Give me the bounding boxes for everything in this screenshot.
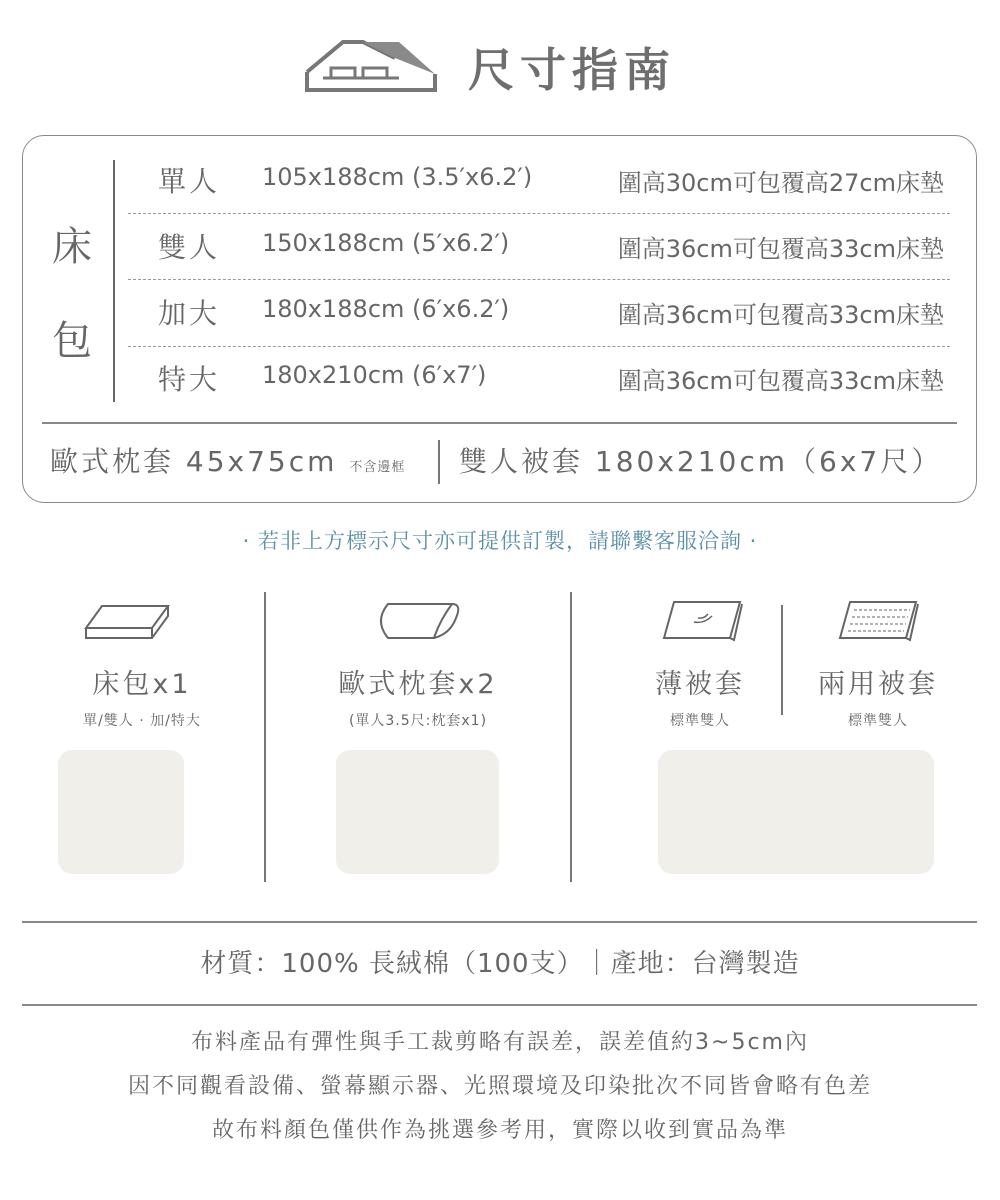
size-note: 圍高30cm可包覆高27cm床墊 — [617, 169, 944, 197]
thin-duvet-icon — [660, 598, 744, 644]
duvet-size: 雙人被套 180x210cm（6x7尺） — [459, 445, 943, 478]
pillowcase-icon — [374, 598, 464, 644]
divider — [570, 592, 572, 882]
material-origin: 材質：100% 長絨棉（100支）｜產地：台灣製造 — [200, 949, 800, 979]
fitted-sheet-icon — [82, 598, 172, 644]
product-name: 歐式枕套x2 — [338, 669, 498, 700]
product-image-placeholder — [58, 750, 184, 874]
product-name: 兩用被套 — [818, 669, 938, 700]
size-row — [128, 150, 950, 210]
bed-house-icon — [303, 34, 443, 96]
size-row — [128, 216, 950, 276]
size-dimension: 150x188cm (5′x6.2′) — [262, 229, 510, 257]
size-note: 圍高36cm可包覆高33cm床墊 — [617, 301, 944, 329]
page-title: 尺寸指南 — [468, 43, 676, 97]
size-note: 圍高36cm可包覆高33cm床墊 — [617, 235, 944, 263]
product-sub: 標準雙人 — [848, 713, 908, 729]
size-row — [128, 348, 950, 408]
product-sub: 標準雙人 — [670, 713, 730, 729]
size-name: 單人 — [158, 165, 221, 198]
product-sub: (單人3.5尺:枕套x1) — [348, 713, 488, 729]
quilted-duvet-icon — [836, 598, 920, 644]
divider — [781, 605, 783, 715]
pillowcase-size — [50, 440, 405, 480]
divider — [438, 440, 440, 484]
fine-print-line: 布料產品有彈性與手工裁剪略有誤差，誤差值約3~5cm內 — [191, 1030, 809, 1055]
size-dimension: 105x188cm (3.5′x6.2′) — [262, 163, 533, 191]
custom-order-note: · 若非上方標示尺寸亦可提供訂製，請聯繫客服洽詢 · — [242, 529, 758, 553]
dashed-divider — [128, 346, 950, 347]
pillowcase-size-note: 不含邊框 — [349, 460, 406, 475]
divider — [22, 1004, 977, 1006]
divider — [22, 921, 977, 923]
product-image-placeholder — [336, 750, 499, 874]
product-name: 床包x1 — [92, 669, 192, 700]
size-row — [128, 282, 950, 342]
product-sub: 單/雙人 · 加/特大 — [83, 713, 201, 729]
fitted-sheet-label: 床包 — [52, 224, 92, 364]
divider — [42, 422, 957, 424]
size-name: 加大 — [158, 297, 221, 330]
size-note: 圍高36cm可包覆高33cm床墊 — [617, 367, 944, 395]
size-dimension: 180x210cm (6′x7′) — [262, 361, 487, 389]
divider — [264, 592, 266, 882]
divider — [113, 160, 115, 402]
product-name: 薄被套 — [655, 669, 745, 700]
fine-print-line: 因不同觀看設備、螢幕顯示器、光照環境及印染批次不同皆會略有色差 — [127, 1074, 872, 1099]
size-name: 特大 — [158, 363, 221, 396]
size-name: 雙人 — [158, 231, 221, 264]
product-image-placeholder — [658, 750, 934, 874]
pillowcase-size-text: 歐式枕套 45x75cm — [50, 445, 338, 478]
size-dimension: 180x188cm (6′x6.2′) — [262, 295, 510, 323]
dashed-divider — [128, 279, 950, 280]
fine-print-line: 故布料顏色僅供作為挑選參考用，實際以收到實品為準 — [211, 1118, 788, 1143]
dashed-divider — [128, 213, 950, 214]
